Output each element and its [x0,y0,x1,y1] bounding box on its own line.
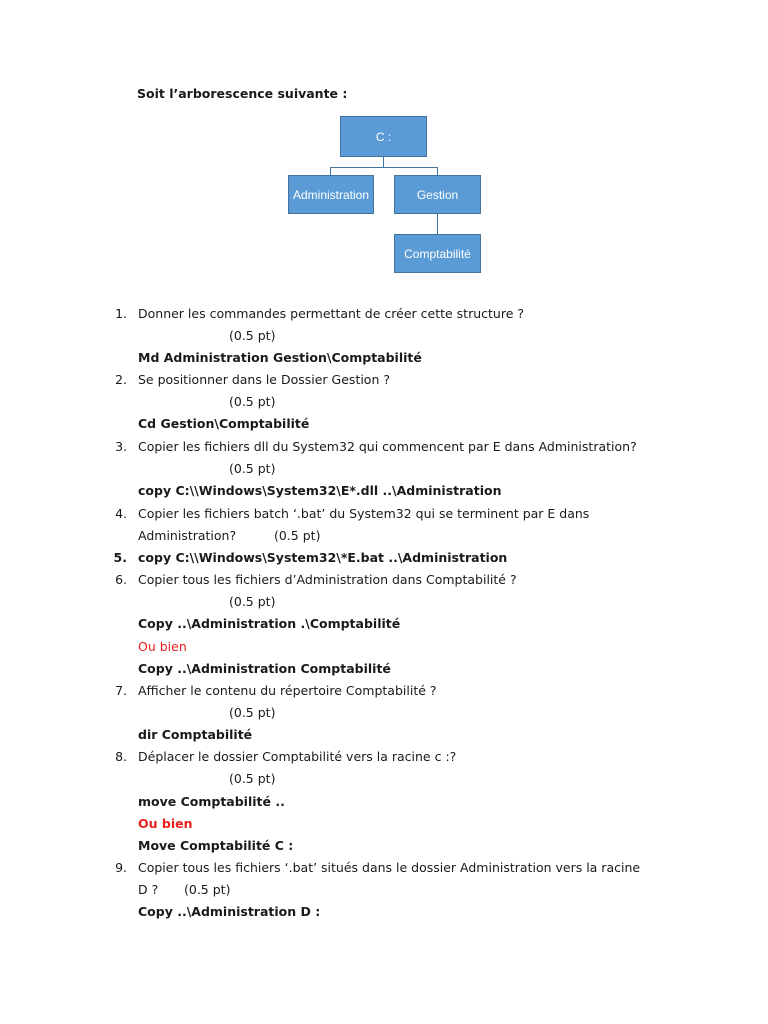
question-number: 5. [113,550,127,565]
tree-connector [437,214,438,234]
question-number: 8. [115,749,127,764]
tree-connector [330,167,331,175]
question-text-continued: Administration? [138,528,237,543]
question-number: 4. [115,506,127,521]
tree-node-root: C : [340,116,427,157]
question-text: Se positionner dans le Dossier Gestion ? [138,372,390,387]
intro-heading: Soit l’arborescence suivante : [137,86,348,101]
points-label: (0.5 pt) [229,461,276,476]
points-label: (0.5 pt) [229,328,276,343]
question-number: 2. [115,372,127,387]
answer-text: Cd Gestion\Comptabilité [138,416,310,431]
question-text: Donner les commandes permettant de créer cette structure ? [138,306,524,321]
question-text: Déplacer le dossier Comptabilité vers la racine c :? [138,749,457,764]
question-number: 3. [115,439,127,454]
points-label: (0.5 pt) [229,771,276,786]
question-number: 9. [115,860,127,875]
question-text: Copier les fichiers dll du System32 qui commencent par E dans Administration? [138,439,637,454]
answer-text: Md Administration Gestion\Comptabilité [138,350,422,365]
alternative-label: Ou bien [138,639,187,654]
answer-text: Copy ..\Administration .\Comptabilité [138,616,401,631]
question-text: Copier tous les fichiers d’Administration dans Comptabilité ? [138,572,517,587]
question-text: Copier tous les fichiers ‘.bat’ situés dans le dossier Administration vers la racine [138,860,641,875]
question-number: 1. [115,306,127,321]
question-number: 6. [115,572,127,587]
alternative-label: Ou bien [138,816,193,831]
points-label: (0.5 pt) [274,528,321,543]
question-text-continued: D ? [138,882,159,897]
tree-connector [437,167,438,175]
answer-text: copy C:\\Windows\System32\E*.dll ..\Administration [138,483,502,498]
answer-text: Copy ..\Administration D : [138,904,321,919]
question-number: 7. [115,683,127,698]
points-label: (0.5 pt) [229,705,276,720]
tree-node-gestion: Gestion [394,175,481,214]
tree-connector [330,167,437,168]
tree-node-administration: Administration [288,175,374,214]
answer-text: Move Comptabilité C : [138,838,294,853]
points-label: (0.5 pt) [229,394,276,409]
points-label: (0.5 pt) [229,594,276,609]
question-text: Afficher le contenu du répertoire Comptabilité ? [138,683,437,698]
answer-text: move Comptabilité .. [138,794,285,809]
answer-text: dir Comptabilité [138,727,253,742]
question-text: Copier les fichiers batch ‘.bat’ du System32 qui se terminent par E dans [138,506,590,521]
tree-node-comptabilite: Comptabilité [394,234,481,273]
points-label: (0.5 pt) [184,882,231,897]
answer-text: Copy ..\Administration Comptabilité [138,661,391,676]
answer-text: copy C:\\Windows\System32\*E.bat ..\Administration [138,550,508,565]
